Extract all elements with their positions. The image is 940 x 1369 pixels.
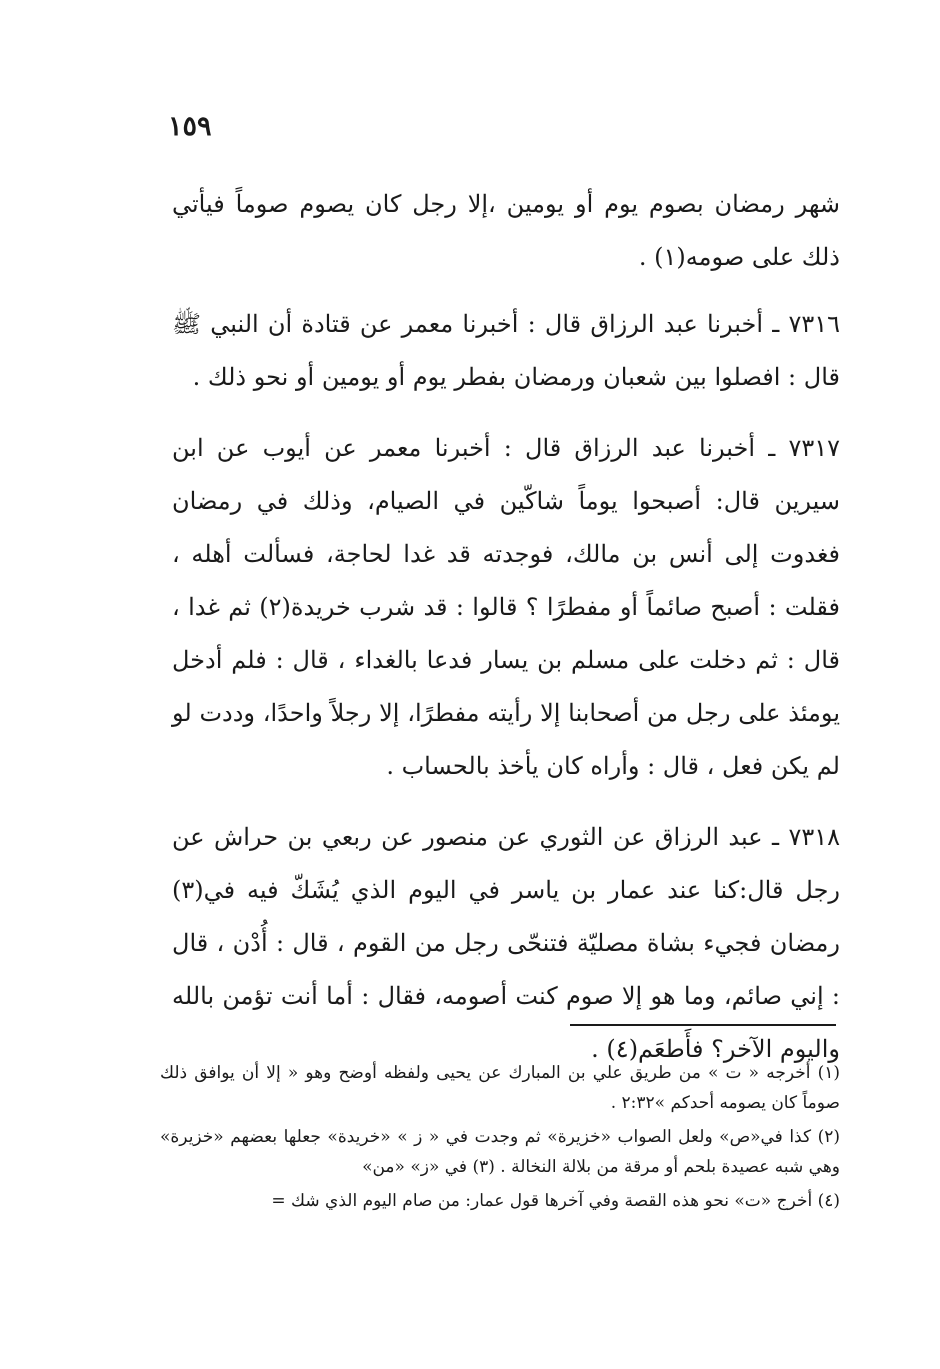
- paragraph: شهر رمضان بصوم يوم أو يومين ،إلا رجل كان يصوم صوماً فيأتي ذلك على صومه(١) .: [172, 190, 840, 271]
- footnote: (١) أخرجه « ت » من طريق علي بن المبارك عن يحيى ولفظه أوضح وهو « إلا أن يوافق ذلك صوماً كان يصومه أحدكم »٢:٣٢ .: [160, 1063, 840, 1113]
- footnote: (٢) كذا في«ص» ولعل الصواب «خزيرة» ثم وجدت في « ز » «خريدة» جعلها بعضهم «خزيرة» وهي شبه عصيدة بلحم أو مرقة من بلالة النخالة . (٣) في «ز» «من»: [160, 1127, 840, 1177]
- footnotes: [160, 1058, 840, 1220]
- main-text: [172, 178, 840, 1094]
- footnote-divider: [570, 1024, 836, 1026]
- paragraph: ٧٣١٧ ـ أخبرنا عبد الرزاق قال : أخبرنا معمر عن أيوب عن ابن سيرين قال: أصبحوا يوماً شاكّين في الصيام، وذلك في رمضان فغدوت إلى أنس بن مالك، فوجدته قد غدا لحاجة، فسألت أهله ، فقلت : أصبح صائماً أو مفطرًا ؟ قالوا : قد شرب خريدة(٢) ثم غدا ، قال : ثم دخلت على مسلم بن يسار فدعا بالغداء ، قال : فلم أدخل يومئذ على رجل من أصحابنا إلا رأيته مفطرًا، إلا رجلاً واحدًا، وددت لو لم يكن فعل ، قال : وأراه كان يأخذ بالحساب .: [172, 434, 841, 780]
- paragraph: ٧٣١٦ ـ أخبرنا عبد الرزاق قال : أخبرنا معمر عن قتادة أن النبي ﷺ قال : افصلوا بين شعبان ورمضان بفطر يوم أو يومين أو نحو ذلك .: [172, 310, 840, 391]
- paragraph: ٧٣١٨ ـ عبد الرزاق عن الثوري عن منصور عن ربعي بن حراش عن رجل قال:كنا عند عمار بن ياسر في اليوم الذي يُشَكّ فيه في(٣) رمضان فجيء بشاة مصليّة فتنحّى رجل من القوم ، قال : أُدْن ، قال : إني صائم، وما هو إلا صوم كنت أصومه، فقال : أما أنت تؤمن بالله واليوم الآخر؟ فأَطعَم(٤) .: [172, 823, 840, 1063]
- footnote: (٤) أخرج «ت» نحو هذه القصة وفي آخرها قول عمار: من صام اليوم الذي شك =: [271, 1191, 840, 1211]
- page-number: ١٥٩: [168, 111, 212, 142]
